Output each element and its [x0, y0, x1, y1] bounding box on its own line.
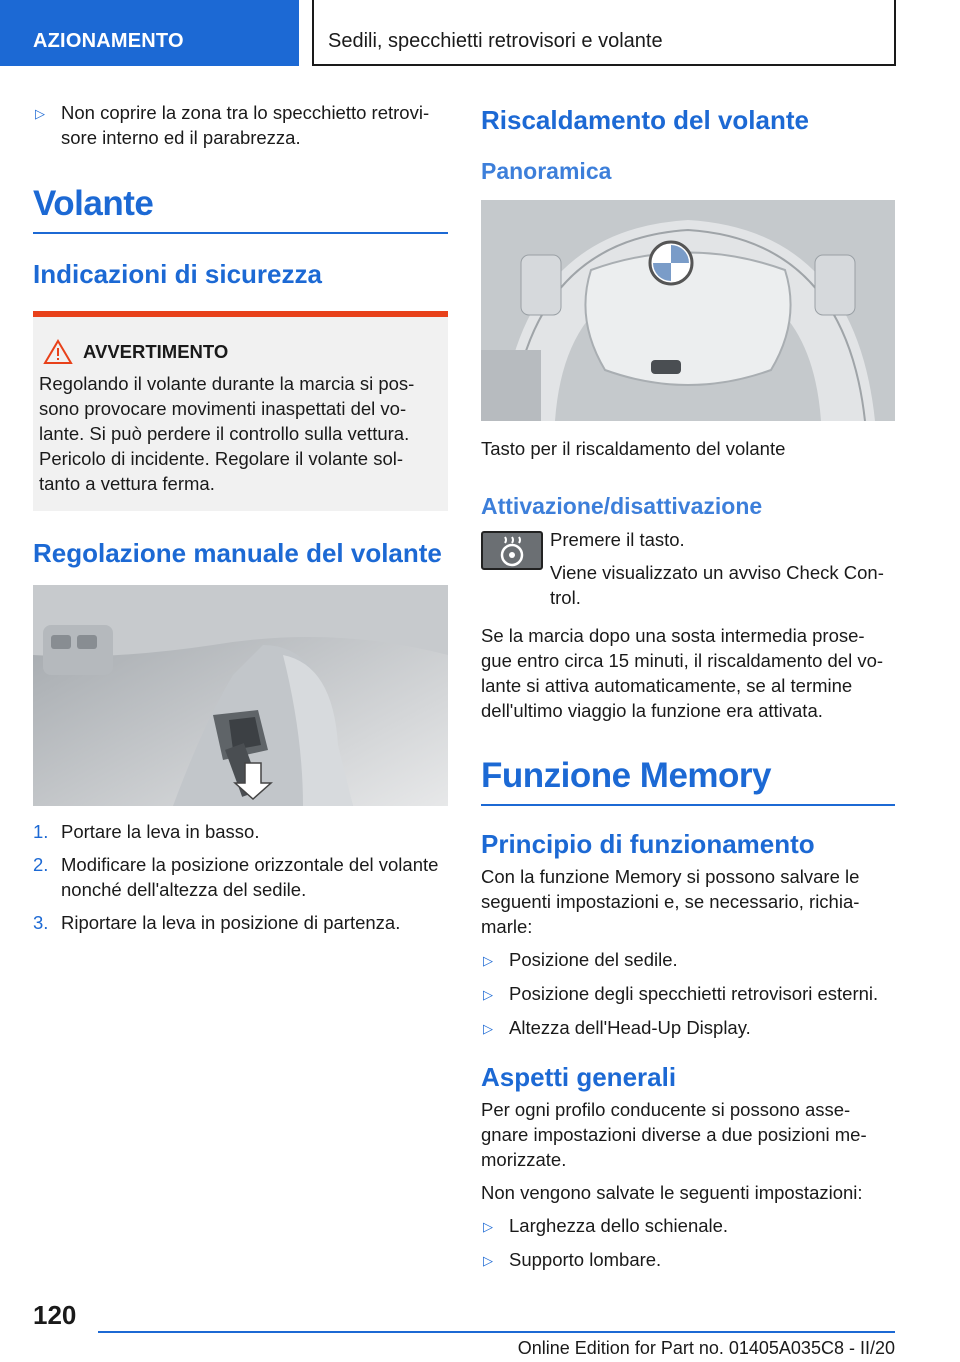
memory-list [481, 947, 895, 1041]
resume-paragraph: Se la marcia dopo una sosta intermedia prose-gue entro circa 15 minuti, il riscaldamento del vo-lante si attiva automaticamente, se al termine dell'ultimo viaggio la funzione era attivata. [481, 625, 884, 721]
step-text: Modificare la posizione orizzontale del volante nonché dell'altezza del sedile. [61, 854, 439, 900]
list-item-text: Non coprire la zona tra lo specchietto retrovi-sore interno ed il parabrezza. [61, 102, 430, 148]
right-column [481, 100, 895, 1273]
activation-step2-text: Viene visualizzato un avviso Check Con-trol. [550, 562, 884, 608]
heading-general: Aspetti generali [481, 1062, 677, 1092]
list-item-text: Altezza dell'Head-Up Display. [509, 1017, 751, 1038]
triangle-right-icon: ▷ [483, 987, 493, 1002]
triangle-right-icon: ▷ [483, 1253, 493, 1268]
steps-list [33, 819, 448, 935]
section-label: AZIONAMENTO [33, 30, 184, 52]
step-text: Riportare la leva in posizione di partenza. [61, 912, 401, 933]
activation-block [481, 527, 895, 610]
list-item [33, 819, 448, 844]
list-item [481, 1015, 895, 1041]
steering-wheel-image [481, 200, 895, 421]
list-item [481, 981, 895, 1007]
list-item-text: Posizione degli specchietti retrovisori esterni. [509, 983, 879, 1004]
image-caption: Tasto per il riscaldamento del volante [481, 438, 786, 459]
step-text: Portare la leva in basso. [61, 821, 260, 842]
left-column [33, 100, 448, 935]
warning-text: Regolando il volante durante la marcia si pos-sono provocare movimenti inaspettati del vo-lante. Si può perdere il controllo sulla vettura. Pericolo di incidente. Regolare il volante sol-tanto a vettura ferma. [39, 373, 415, 494]
triangle-right-icon: ▷ [35, 106, 45, 121]
list-item-text: Supporto lombare. [509, 1249, 662, 1270]
heading-overview: Panoramica [481, 158, 612, 184]
list-item [481, 1247, 895, 1273]
heading-principle: Principio di funzionamento [481, 829, 815, 859]
step-number: 1. [33, 821, 49, 842]
list-item [33, 852, 448, 902]
steering-lever-image [33, 585, 448, 806]
heading-rule [33, 232, 448, 234]
list-item [33, 910, 448, 935]
heading-heating: Riscaldamento del volante [481, 105, 809, 135]
footer-rule [98, 1331, 895, 1333]
activation-step2 [481, 560, 895, 610]
step-number: 2. [33, 854, 49, 875]
steering-heat-icon [481, 531, 543, 570]
not-saved-paragraph: Non vengono salvate le seguenti impostazioni: [481, 1182, 863, 1203]
chapter-title-box [312, 0, 896, 66]
edition-text: Online Edition for Part no. 01405A035C8 - II/20 [517, 1338, 895, 1358]
chapter-title: Sedili, specchietti retrovisori e volante [328, 30, 663, 52]
list-item-text: Larghezza dello schienale. [509, 1215, 729, 1236]
list-item [481, 1213, 895, 1239]
heading-memory: Funzione Memory [481, 756, 772, 795]
heading-safety: Indicazioni di sicurezza [33, 259, 322, 289]
page-number: 120 [33, 1300, 77, 1330]
list-item-text: Posizione del sedile. [509, 949, 678, 970]
heading-manual-adjust: Regolazione manuale del volante [33, 538, 442, 568]
list-item [481, 947, 895, 973]
warning-box [33, 311, 448, 511]
principle-paragraph: Con la funzione Memory si possono salvare le seguenti impostazioni e, se necessario, richia-marle: [481, 866, 860, 937]
triangle-right-icon: ▷ [483, 1219, 493, 1234]
heading-rule [481, 804, 895, 806]
section-tab [0, 0, 299, 66]
heading-activation: Attivazione/disattivazione [481, 493, 763, 519]
list-item [33, 100, 448, 150]
not-saved-list [481, 1213, 895, 1273]
activation-step1: Premere il tasto. [550, 529, 685, 550]
heading-volante: Volante [33, 184, 154, 223]
general-paragraph: Per ogni profilo conducente si possono asse-gnare impostazioni diverse a due posizioni me-morizzate. [481, 1099, 867, 1170]
triangle-right-icon: ▷ [483, 1021, 493, 1036]
warning-header [39, 339, 438, 365]
warning-triangle-icon [43, 339, 73, 365]
warning-title: AVVERTIMENTO [83, 341, 229, 362]
triangle-right-icon: ▷ [483, 953, 493, 968]
step-number: 3. [33, 912, 49, 933]
